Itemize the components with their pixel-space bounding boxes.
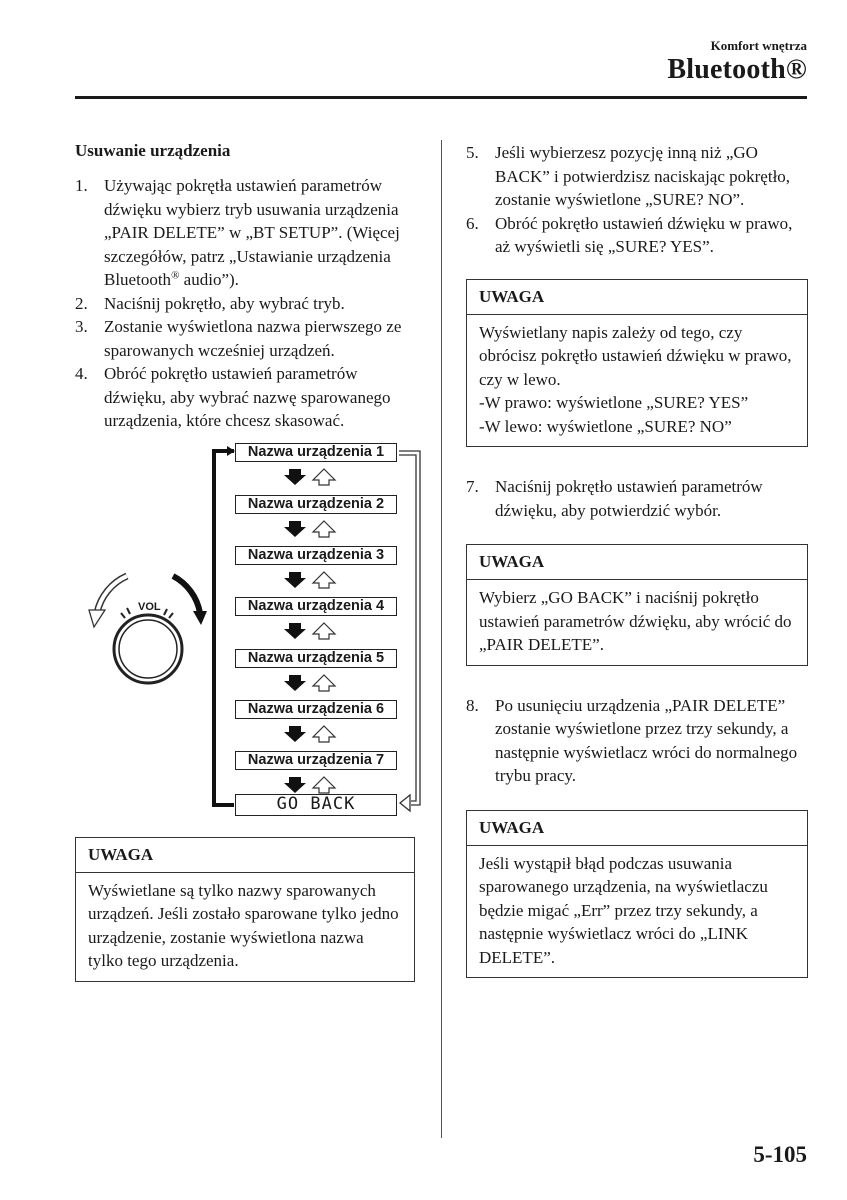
steps-list-left (75, 174, 415, 433)
up-arrow-icon (313, 572, 335, 588)
down-arrow-icon (284, 675, 306, 691)
down-arrow-icon (284, 726, 306, 742)
page-number: 5-105 (753, 1142, 807, 1167)
step-1 (75, 174, 415, 292)
up-arrow-icon (313, 777, 335, 793)
note-heading: UWAGA (467, 811, 807, 846)
note-line: -W prawo: wyświetlone „SURE? YES” (479, 393, 749, 412)
note-box-go-back (466, 544, 808, 666)
step-2 (75, 292, 415, 316)
step-text: Jeśli wybierzesz pozycję inną niż „GO BACK” i potwierdzisz naciskając pokrętło, zostanie wyświetlone „SURE? NO”. (495, 143, 791, 209)
cycle-arrow-head-left (400, 795, 410, 811)
down-arrow-icon (284, 521, 306, 537)
step-number: 8. (466, 695, 479, 715)
arrow-pair-4 (284, 623, 335, 639)
header-rule (75, 96, 807, 99)
note-body: Wyświetlane są tylko nazwy sparowanych urządzeń. Jeśli zostało sparowane tylko jedno urządzenie, zostanie wyświetlona nazwa tylko tego urządzenia. (88, 880, 399, 971)
cycle-arrow-head-right (227, 446, 235, 456)
step-7 (466, 475, 808, 522)
up-arrow-icon (313, 521, 335, 537)
arrow-pair-6 (284, 726, 335, 742)
header-title: Bluetooth® (667, 54, 807, 85)
step-number: 1. (75, 176, 88, 196)
cycle-line-right (399, 451, 420, 805)
device-name-box-5: Nazwa urządzenia 5 (235, 649, 397, 668)
step-text: Używając pokrętła ustawień parametrów dźwięku wybierz tryb usuwania urządzenia „PAIR DELETE” w „BT SETUP”. (Więcej szczegółów, patrz „Ustawianie urządzenia Bluetooth (104, 176, 400, 290)
step-text: Obróć pokrętło ustawień parametrów dźwięku, aby wybrać nazwę sparowanego urządzenia, które chcesz skasować. (104, 364, 391, 431)
step-text: Naciśnij pokrętło, aby wybrać tryb. (104, 293, 345, 313)
device-name-box-1: Nazwa urządzenia 1 (235, 443, 397, 462)
header-section: Komfort wnętrza (710, 38, 807, 53)
up-arrow-icon (313, 726, 335, 742)
note-box-error (466, 810, 808, 979)
step-number: 7. (466, 477, 479, 496)
step-5 (466, 141, 808, 212)
down-arrow-icon (284, 777, 306, 793)
device-selection-diagram (75, 443, 415, 823)
step-number: 4. (75, 364, 88, 384)
vol-label: VOL (138, 600, 161, 613)
step-text: Zostanie wyświetlona nazwa pierwszego ze sparowanych wcześniej urządzeń. (104, 317, 402, 360)
cycle-line-left (214, 451, 234, 805)
arrow-pair-3 (284, 572, 335, 588)
note-line: Wyświetlany napis zależy od tego, czy obrócisz pokrętło ustawień dźwięku w prawo, czy w lewo. (479, 322, 792, 389)
go-back-box: GO BACK (235, 794, 397, 816)
step-3 (75, 315, 415, 362)
rotate-left-arrow-icon (97, 576, 127, 613)
down-arrow-icon (284, 469, 306, 485)
registered-mark: ® (171, 269, 180, 282)
note-heading: UWAGA (467, 280, 807, 315)
up-arrow-icon (313, 469, 335, 485)
step-number: 6. (466, 213, 479, 233)
steps-list-right-a (466, 141, 808, 259)
step-number: 3. (75, 317, 88, 337)
down-arrow-icon (284, 623, 306, 639)
step-number: 5. (466, 143, 479, 162)
step-6 (466, 212, 808, 259)
up-arrow-icon (313, 623, 335, 639)
arrow-pair-7 (284, 777, 335, 793)
note-body: Wybierz „GO BACK” i naciśnij pokrętło ustawień parametrów dźwięku, aby wrócić do „PAIR DELETE”. (479, 588, 792, 654)
note-body: Jeśli wystąpił błąd podczas usuwania sparowanego urządzenia, na wyświetlaczu będzie migać „Err” przez trzy sekundy, a następnie wyświetlacz wróci do „LINK DELETE”. (479, 853, 768, 967)
step-text: Obróć pokrętło ustawień dźwięku w prawo, aż wyświetli się „SURE? YES”. (495, 213, 793, 256)
rotate-right-arrow-icon (173, 576, 200, 613)
right-column (466, 141, 808, 978)
step-text-end: audio”). (179, 270, 239, 290)
device-name-box-2: Nazwa urządzenia 2 (235, 495, 397, 514)
note-box-rotation (466, 279, 808, 448)
step-8 (466, 694, 808, 788)
section-title: Usuwanie urządzenia (75, 141, 231, 160)
device-name-box-4: Nazwa urządzenia 4 (235, 597, 397, 616)
up-arrow-icon (313, 675, 335, 691)
step-number: 2. (75, 293, 88, 313)
arrow-pair-5 (284, 675, 335, 691)
note-line: -W lewo: wyświetlone „SURE? NO” (479, 416, 732, 436)
steps-list-right-c (466, 694, 808, 788)
note-heading: UWAGA (467, 545, 807, 580)
step-4 (75, 362, 415, 433)
arrow-pair-1 (284, 469, 335, 485)
note-box-left (75, 837, 415, 982)
step-text: Po usunięciu urządzenia „PAIR DELETE” zostanie wyświetlone przez trzy sekundy, a następnie wyświetlacz wróci do normalnego trybu pracy. (495, 695, 798, 785)
device-name-box-6: Nazwa urządzenia 6 (235, 700, 397, 719)
device-name-box-7: Nazwa urządzenia 7 (235, 751, 397, 770)
note-heading: UWAGA (76, 838, 414, 873)
step-text: Naciśnij pokrętło ustawień parametrów dźwięku, aby potwierdzić wybór. (495, 477, 763, 520)
device-name-box-3: Nazwa urządzenia 3 (235, 546, 397, 565)
down-arrow-icon (284, 572, 306, 588)
steps-list-right-b (466, 475, 808, 522)
note-body (467, 315, 807, 447)
left-column (75, 140, 415, 982)
column-divider (441, 140, 442, 1138)
arrow-pair-2 (284, 521, 335, 537)
volume-knob-icon (89, 576, 207, 683)
